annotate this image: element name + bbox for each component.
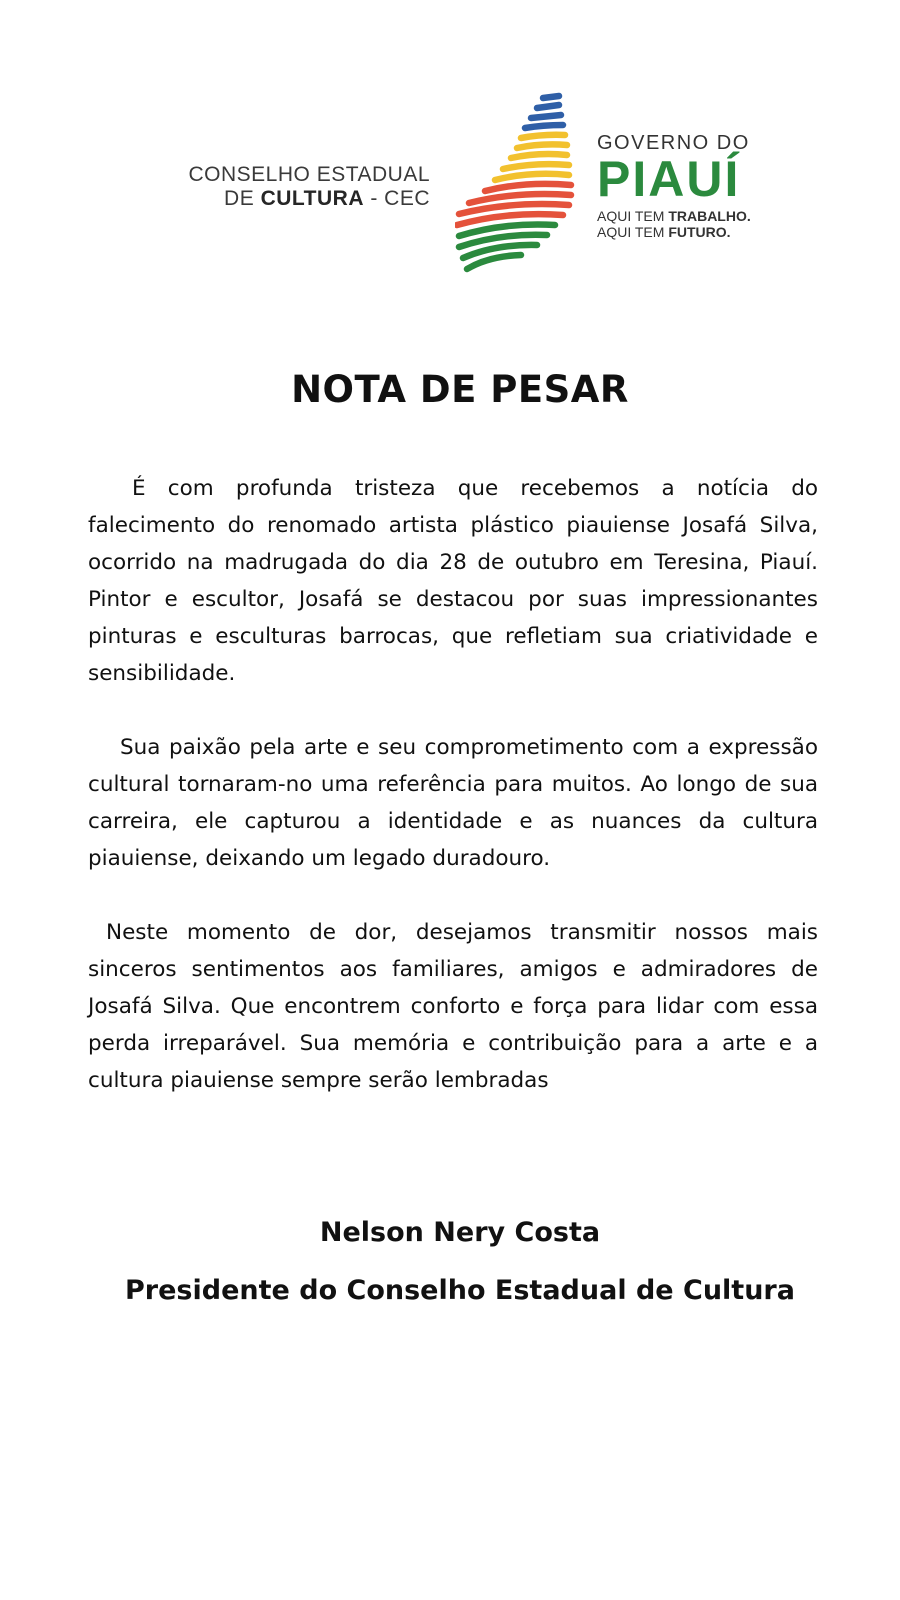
note-paragraph-1: É com profunda tristeza que recebemos a notícia do falecimento do renomado artista plástico piauiense Josafá Silva, ocorrido na madrugada do dia 28 de outubro em Teresina, Piauí. Pintor e escultor, Josafá se destacou por suas impressionantes pinturas e esculturas barrocas, que refletiam sua criatividade e sensibilidade. [88, 476, 818, 686]
piaui-stripe-green-4 [467, 255, 521, 269]
signature-name: Nelson Nery Costa [319, 1217, 601, 1248]
piaui-tagline-1-prefix: AQUI TEM [597, 208, 669, 224]
note-paragraph-3: Neste momento de dor, desejamos transmitir nossos mais sinceros sentimentos aos familiares, amigos e admiradores de Josafá Silva. Que encontrem conforto e força para lidar com essa perda irreparável. Sua memória e contribuição para a arte e a cultura piauiense sempre serão lembradas [88, 920, 818, 1093]
piaui-tagline-2 [597, 224, 797, 240]
piaui-tagline-1-bold: TRABALHO. [668, 208, 751, 224]
piaui-stripe-yellow-1 [521, 135, 565, 138]
piaui-stripe-yellow-5 [495, 174, 569, 180]
cec-logo [150, 163, 430, 211]
cec-logo-line2-prefix: DE [224, 187, 261, 210]
piaui-map-icon [455, 90, 585, 280]
piaui-stripe-yellow-4 [503, 164, 569, 169]
signature-role: Presidente do Conselho Estadual de Cultura [125, 1275, 795, 1306]
piaui-gov-label: GOVERNO DO [597, 132, 750, 154]
header [0, 90, 900, 290]
cec-logo-line2-bold: CULTURA [260, 187, 364, 210]
piaui-stripe-blue-3 [531, 115, 561, 118]
piaui-stripe-red-1 [485, 184, 571, 191]
piaui-stripe-blue-4 [525, 125, 563, 128]
cec-logo-line1: CONSELHO ESTADUAL [188, 163, 430, 186]
cec-logo-line2-suffix: - CEC [364, 187, 430, 210]
page-title: NOTA DE PESAR [291, 368, 629, 411]
piaui-stripe-yellow-2 [517, 144, 567, 148]
piaui-stripe-blue-2 [537, 105, 559, 108]
piaui-tagline-2-bold: FUTURO. [668, 224, 731, 240]
cec-logo-line2 [150, 187, 430, 211]
piaui-stripe-blue-1 [543, 96, 559, 98]
piaui-tagline-2-prefix: AQUI TEM [597, 224, 669, 240]
piaui-name: PIAUÍ [597, 151, 741, 207]
note-body [88, 470, 818, 1136]
piaui-tagline-1 [597, 208, 797, 224]
piaui-logo-text [597, 132, 797, 240]
piaui-stripe-yellow-3 [511, 154, 567, 158]
signature-block [0, 1215, 900, 1309]
note-paragraph-2: Sua paixão pela arte e seu comprometimento com a expressão cultural tornaram-no uma referência para muitos. Ao longo de sua carreira, ele capturou a identidade e as nuances da cultura piauiense, deixando um legado duradouro. [88, 735, 818, 871]
